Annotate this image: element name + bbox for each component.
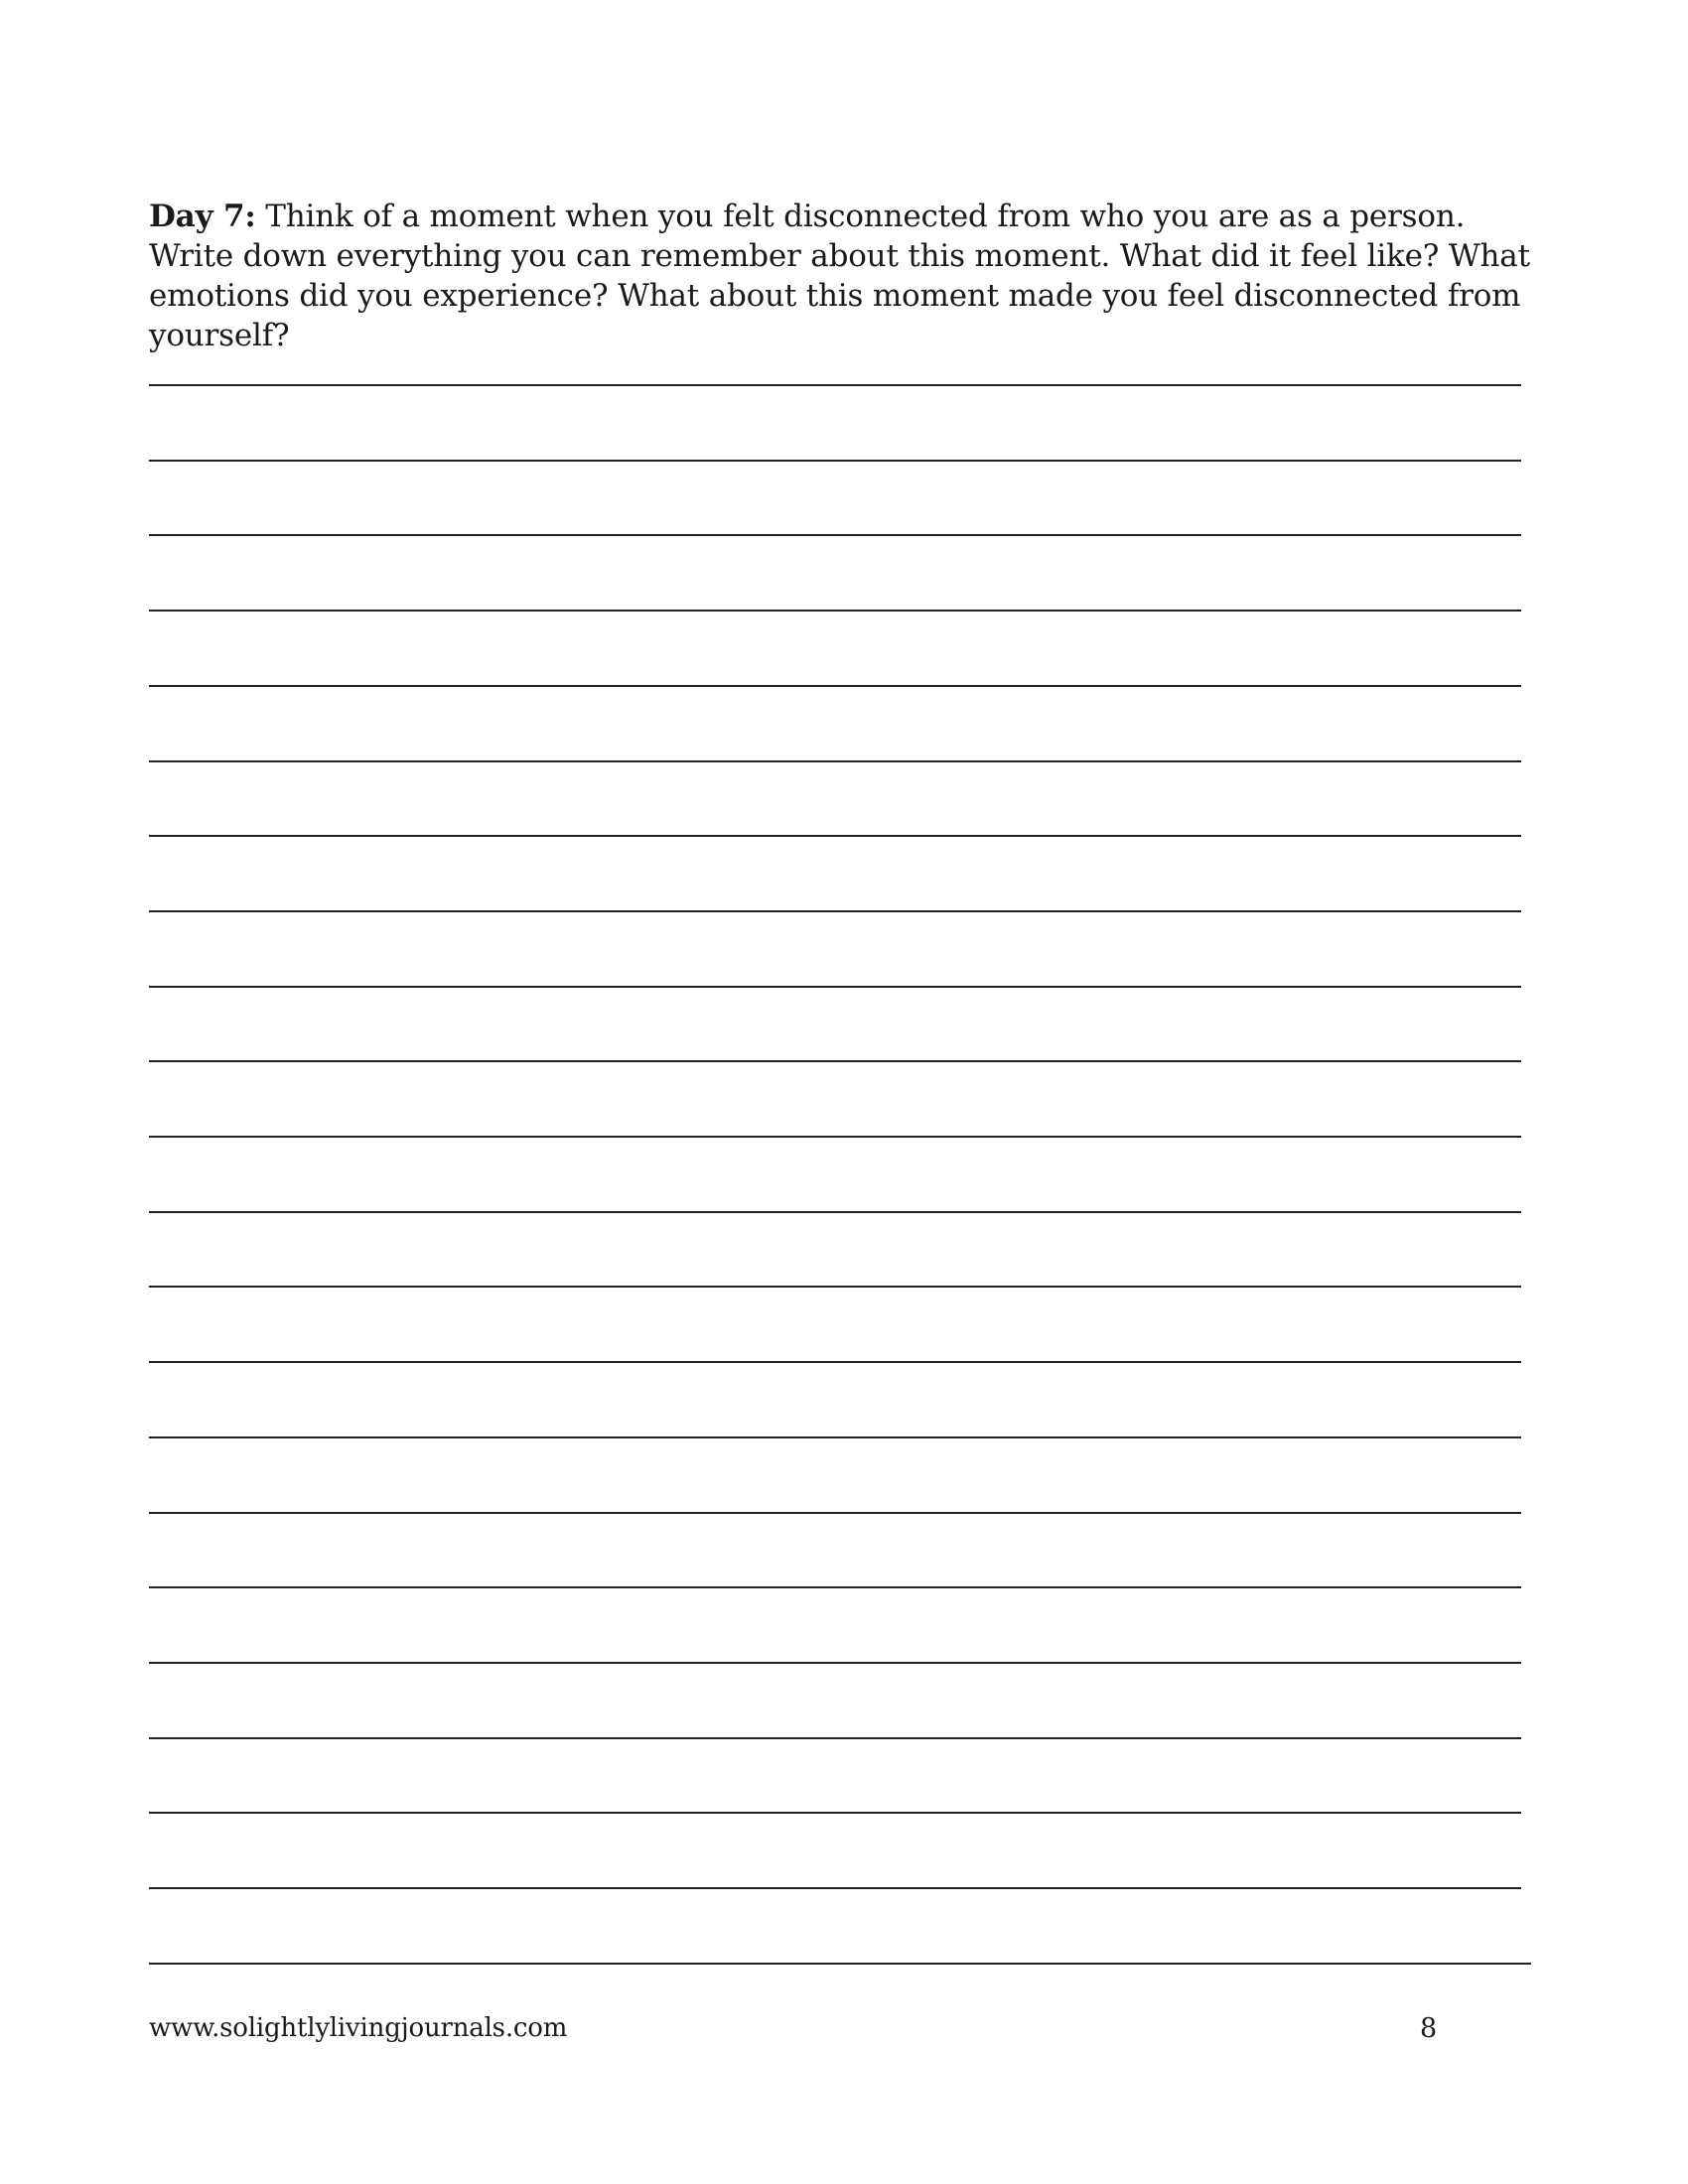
- writing-line: [149, 1963, 1531, 1965]
- writing-line: [149, 1136, 1521, 1138]
- writing-line: [149, 685, 1521, 687]
- day-label: Day 7:: [149, 199, 256, 234]
- writing-line: [149, 1887, 1521, 1889]
- writing-line: [149, 534, 1521, 536]
- writing-lines: [149, 0, 1534, 2184]
- footer-website: www.solightlylivingjournals.com: [149, 2013, 568, 2043]
- writing-line: [149, 1361, 1521, 1363]
- writing-line: [149, 460, 1521, 462]
- writing-line: [149, 760, 1521, 762]
- writing-line: [149, 1286, 1521, 1288]
- writing-line: [149, 910, 1521, 912]
- writing-line: [149, 1211, 1521, 1213]
- writing-line: [149, 1436, 1521, 1438]
- writing-line: [149, 1737, 1521, 1739]
- writing-line: [149, 1662, 1521, 1664]
- writing-line: [149, 1060, 1521, 1062]
- writing-line: [149, 610, 1521, 612]
- writing-line: [149, 835, 1521, 837]
- writing-line: [149, 1512, 1521, 1514]
- writing-line: [149, 384, 1521, 386]
- page-number: 8: [1420, 2013, 1438, 2044]
- prompt-text: Think of a moment when you felt disconnected from who you are as a person. Write down everything you can remember about this moment. What did it feel like? What emotions did you experience? What about this moment made you feel disconnected from yourself?: [149, 199, 1530, 353]
- writing-line: [149, 1812, 1521, 1814]
- writing-line: [149, 1586, 1521, 1588]
- writing-line: [149, 986, 1521, 988]
